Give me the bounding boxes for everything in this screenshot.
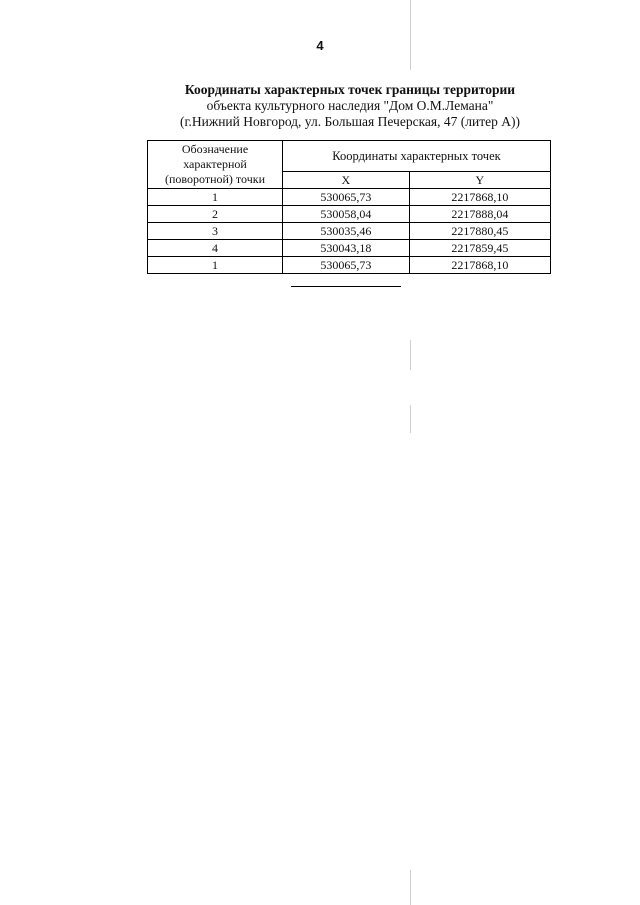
table-row bbox=[148, 257, 551, 274]
end-of-document-rule bbox=[291, 286, 401, 287]
title-line-1: Координаты характерных точек границы территории bbox=[184, 82, 516, 97]
scan-artifact-line bbox=[410, 405, 411, 433]
cell-y: 2217888,04 bbox=[409, 206, 550, 223]
cell-point: 2 bbox=[148, 206, 283, 223]
cell-y: 2217859,45 bbox=[409, 240, 550, 257]
scan-artifact-line bbox=[410, 0, 411, 70]
coordinates-table bbox=[147, 140, 551, 274]
cell-point: 1 bbox=[148, 189, 283, 206]
table-header-row bbox=[148, 141, 551, 172]
cell-x: 530043,18 bbox=[283, 240, 410, 257]
cell-x: 530065,73 bbox=[283, 257, 410, 274]
header-point-designation bbox=[148, 141, 283, 189]
table-row bbox=[148, 240, 551, 257]
header-point-line: (поворотной) точки bbox=[165, 172, 265, 186]
scan-artifact-line bbox=[410, 870, 411, 905]
cell-y: 2217868,10 bbox=[409, 189, 550, 206]
table-row bbox=[148, 189, 551, 206]
cell-point: 4 bbox=[148, 240, 283, 257]
table-row bbox=[148, 206, 551, 223]
cell-y: 2217868,10 bbox=[409, 257, 550, 274]
header-point-line: Обозначение bbox=[181, 142, 249, 156]
cell-y: 2217880,45 bbox=[409, 223, 550, 240]
scan-artifact-line bbox=[410, 340, 411, 370]
header-y: Y bbox=[409, 172, 550, 189]
cell-x: 530065,73 bbox=[283, 189, 410, 206]
cell-point: 3 bbox=[148, 223, 283, 240]
header-point-line: характерной bbox=[183, 157, 247, 171]
header-x: X bbox=[283, 172, 410, 189]
title-line-2: объекта культурного наследия "Дом О.М.Лемана" bbox=[206, 98, 494, 113]
cell-point: 1 bbox=[148, 257, 283, 274]
cell-x: 530035,46 bbox=[283, 223, 410, 240]
header-coordinates: Координаты характерных точек bbox=[283, 141, 551, 172]
cell-x: 530058,04 bbox=[283, 206, 410, 223]
table-row bbox=[148, 223, 551, 240]
document-title bbox=[150, 82, 550, 130]
page-number: 4 bbox=[316, 38, 324, 53]
title-line-3: (г.Нижний Новгород, ул. Большая Печерская, 47 (литер А)) bbox=[180, 114, 520, 129]
